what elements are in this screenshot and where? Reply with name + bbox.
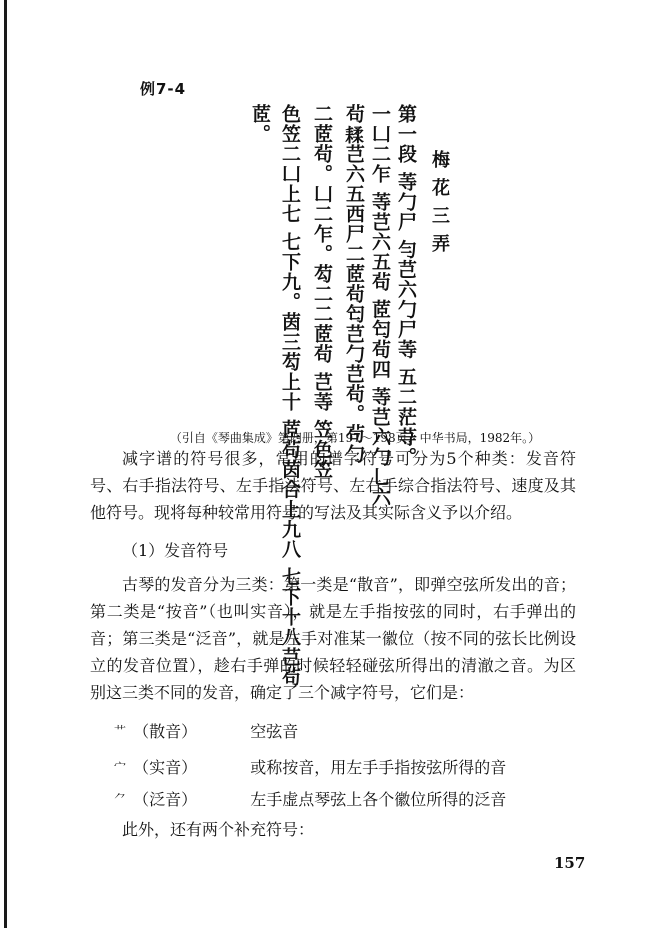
- score-column: 第一段 䓁勹尸 勻芑六勹尸䓁 五二茫䒭。: [395, 104, 417, 467]
- source-note: （引自《琴曲集成》第四册，第197～198页，中华书局，1982年。）: [169, 431, 541, 445]
- symbol-name: （泛音）: [133, 790, 198, 809]
- score-column: 二茝茍。⼐二乍。芶二二茝茍 芑䓁 笠色笠: [311, 104, 333, 480]
- section-heading: （1）发音符号: [122, 541, 229, 560]
- symbol-desc: 空弦音: [250, 722, 299, 741]
- score-column: 茍𦔇芑六五西尸二茝茍匄芑勹芑茍。茍勹: [343, 104, 365, 464]
- shi-yin-symbol-icon: ⼧: [114, 760, 127, 774]
- page-edge-rule: [4, 0, 7, 928]
- symbol-row-fan: [114, 787, 506, 812]
- score-column: 茝。: [249, 104, 271, 144]
- symbol-name: （散音）: [133, 722, 198, 741]
- symbol-desc: 或称按音，用左手手指按弦所得的音: [250, 758, 507, 777]
- san-yin-symbol-icon: 艹: [114, 724, 127, 738]
- symbol-desc: 左手虚点琴弦上各个徽位所得的泛音: [250, 790, 507, 809]
- score-column: 色笠二⼐上七 七下九。茵三芶上十 茝茍茵合上九八 七下十八芑茍: [279, 104, 301, 687]
- score-title: 梅花三弄: [429, 150, 450, 262]
- symbol-name: （实音）: [133, 758, 198, 777]
- symbol-row-san: [114, 719, 298, 744]
- sound-types-paragraph: 古琴的发音分为三类：第一类是“散音”，即弹空弦所发出的音；第二类是“按音”（也叫实音），就是左手指按弦的同时，右手弹出的音；第三类是“泛音”，就是左手对准某一徽位（按不同的弦长比例设立的发音位置），趁右手弹的时候轻轻碰弦所得出的清澈之音。为区别这三类不同的发音，确定了三个减字符号，它们是：: [90, 575, 576, 702]
- example-label: 例7-4: [140, 80, 187, 98]
- symbol-row-shi: [114, 755, 506, 780]
- score-column: ⼀⼐二乍 䓁芑六五茍 茝匄茍四 䓁芑六勹乚六: [369, 104, 391, 507]
- page-number: 157: [554, 854, 586, 872]
- intro-paragraph: 减字谱的符号很多，常用的谱字符号可分为5个种类：发音符号、右手指法符号、左手指法符号、左右手综合指法符号、速度及其他符号。现将每种较常用符号的写法及其实际含义予以介绍。: [90, 449, 576, 522]
- supplement-line: 此外，还有两个补充符号：: [122, 820, 315, 839]
- fan-yin-symbol-icon: ⺈: [114, 792, 127, 806]
